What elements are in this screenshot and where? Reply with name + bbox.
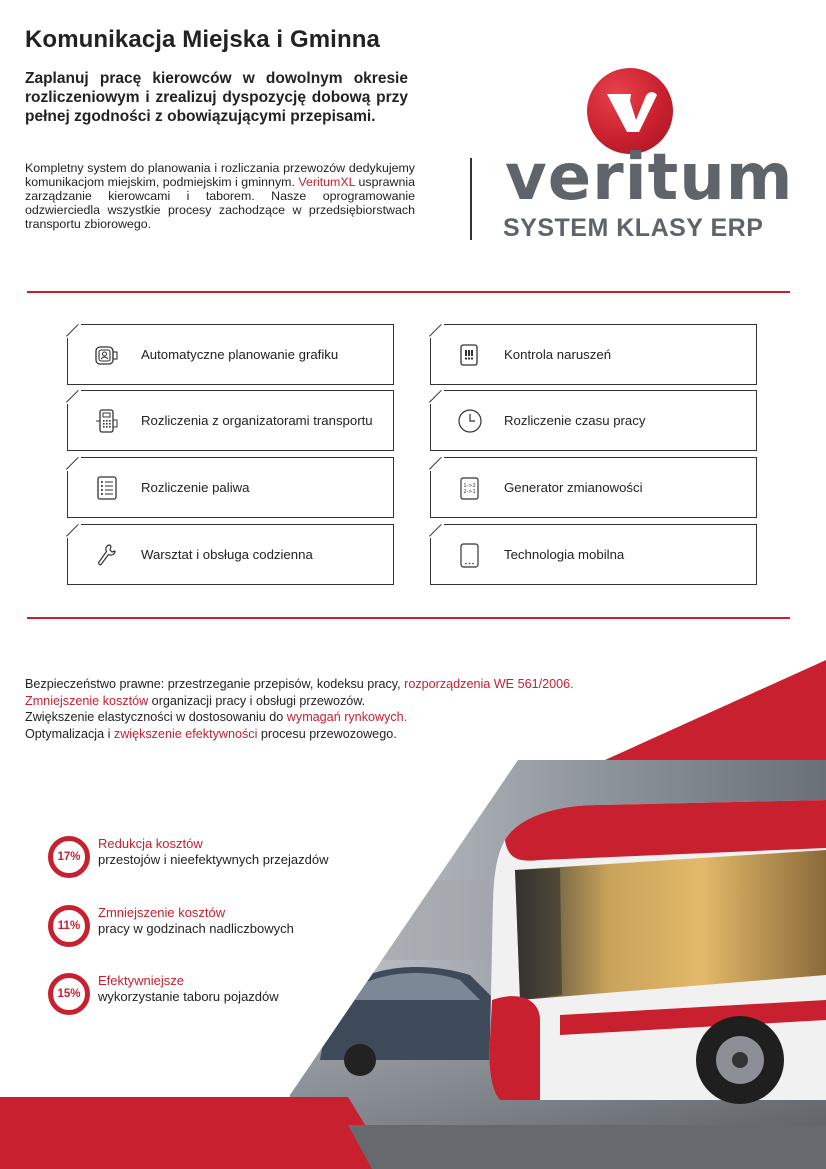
benefit-text: procesu przewozowego.	[257, 726, 397, 741]
intro-part1: Kompletny system do planowania i rozliczania przewozów dedykujemy komunikacjom miejskim, podmiejskim i gminnym.	[25, 161, 415, 189]
percent-badge: 17%	[48, 836, 90, 878]
intro-part2: usprawnia zarządzanie kierowcami i taborem. Nasze oprogramowanie odzwierciedla wszystkie procesy zachodzące w przedsiębiorstwach transportu zbiorowego.	[25, 175, 415, 231]
benefit-highlight: Zmniejszenie kosztów	[25, 693, 149, 708]
gray-band-bottom	[348, 1125, 826, 1169]
page-title: Komunikacja Miejska i Gminna	[25, 26, 380, 53]
shift-icon-line2: 2->1	[463, 489, 476, 495]
benefit-highlight: rozporządzenia WE 561/2006.	[404, 677, 574, 691]
feature-label: Warsztat i obsługa codzienna	[141, 547, 313, 562]
feature-label: Rozliczenie paliwa	[141, 480, 250, 495]
shift-icon-line1: 1->2	[463, 483, 476, 489]
feature-label: Generator zmianowości	[504, 480, 643, 495]
feature-label: Rozliczenia z organizatorami transportu	[141, 413, 373, 428]
benefit-highlight: zwiększenie efektywności	[113, 726, 258, 741]
benefit-highlight: wymagań rynkowych.	[286, 710, 408, 724]
percent-badge: 11%	[48, 905, 90, 947]
stat-title: Zmniejszenie kosztów	[98, 905, 226, 920]
percent-badge: 15%	[48, 973, 90, 1015]
feature-label: Technologia mobilna	[504, 547, 625, 562]
benefit-text: Bezpieczeństwo prawne: przestrzeganie przepisów, kodeksu pracy,	[25, 677, 405, 691]
stat-description: przestojów i nieefektywnych przejazdów	[98, 852, 329, 867]
logo-wordmark: veritum	[505, 141, 794, 215]
benefits-list	[25, 676, 574, 742]
benefit-line	[25, 709, 574, 726]
stat-description: pracy w godzinach nadliczbowych	[98, 921, 294, 936]
lead-text: Zaplanuj pracę kierowców w dowolnym okresie rozliczeniowym i zrealizuj dyspozycję dobową przy pełnej zgodności z obowiązującymi przepisami.	[25, 70, 408, 125]
logo-subtitle: SYSTEM KLASY ERP	[503, 214, 764, 242]
benefit-text: Optymalizacja i	[25, 726, 114, 741]
benefit-line	[25, 676, 574, 693]
stat-title: Redukcja kosztów	[98, 836, 203, 851]
benefit-line	[25, 726, 574, 743]
stat-description: wykorzystanie taboru pojazdów	[98, 989, 279, 1004]
benefit-text: organizacji pracy i obsługi przewozów.	[148, 693, 366, 708]
intro-brand: VeritumXL	[298, 175, 356, 189]
feature-label: Kontrola naruszeń	[504, 347, 612, 362]
feature-label: Rozliczenie czasu pracy	[504, 413, 646, 428]
stat-title: Efektywniejsze	[98, 973, 184, 988]
benefit-text: Zwiększenie elastyczności w dostosowaniu do	[25, 710, 287, 724]
red-band-bottom	[0, 1097, 392, 1169]
red-triangle-top	[605, 660, 826, 760]
feature-label: Automatyczne planowanie grafiku	[141, 347, 339, 362]
benefit-line	[25, 693, 574, 710]
